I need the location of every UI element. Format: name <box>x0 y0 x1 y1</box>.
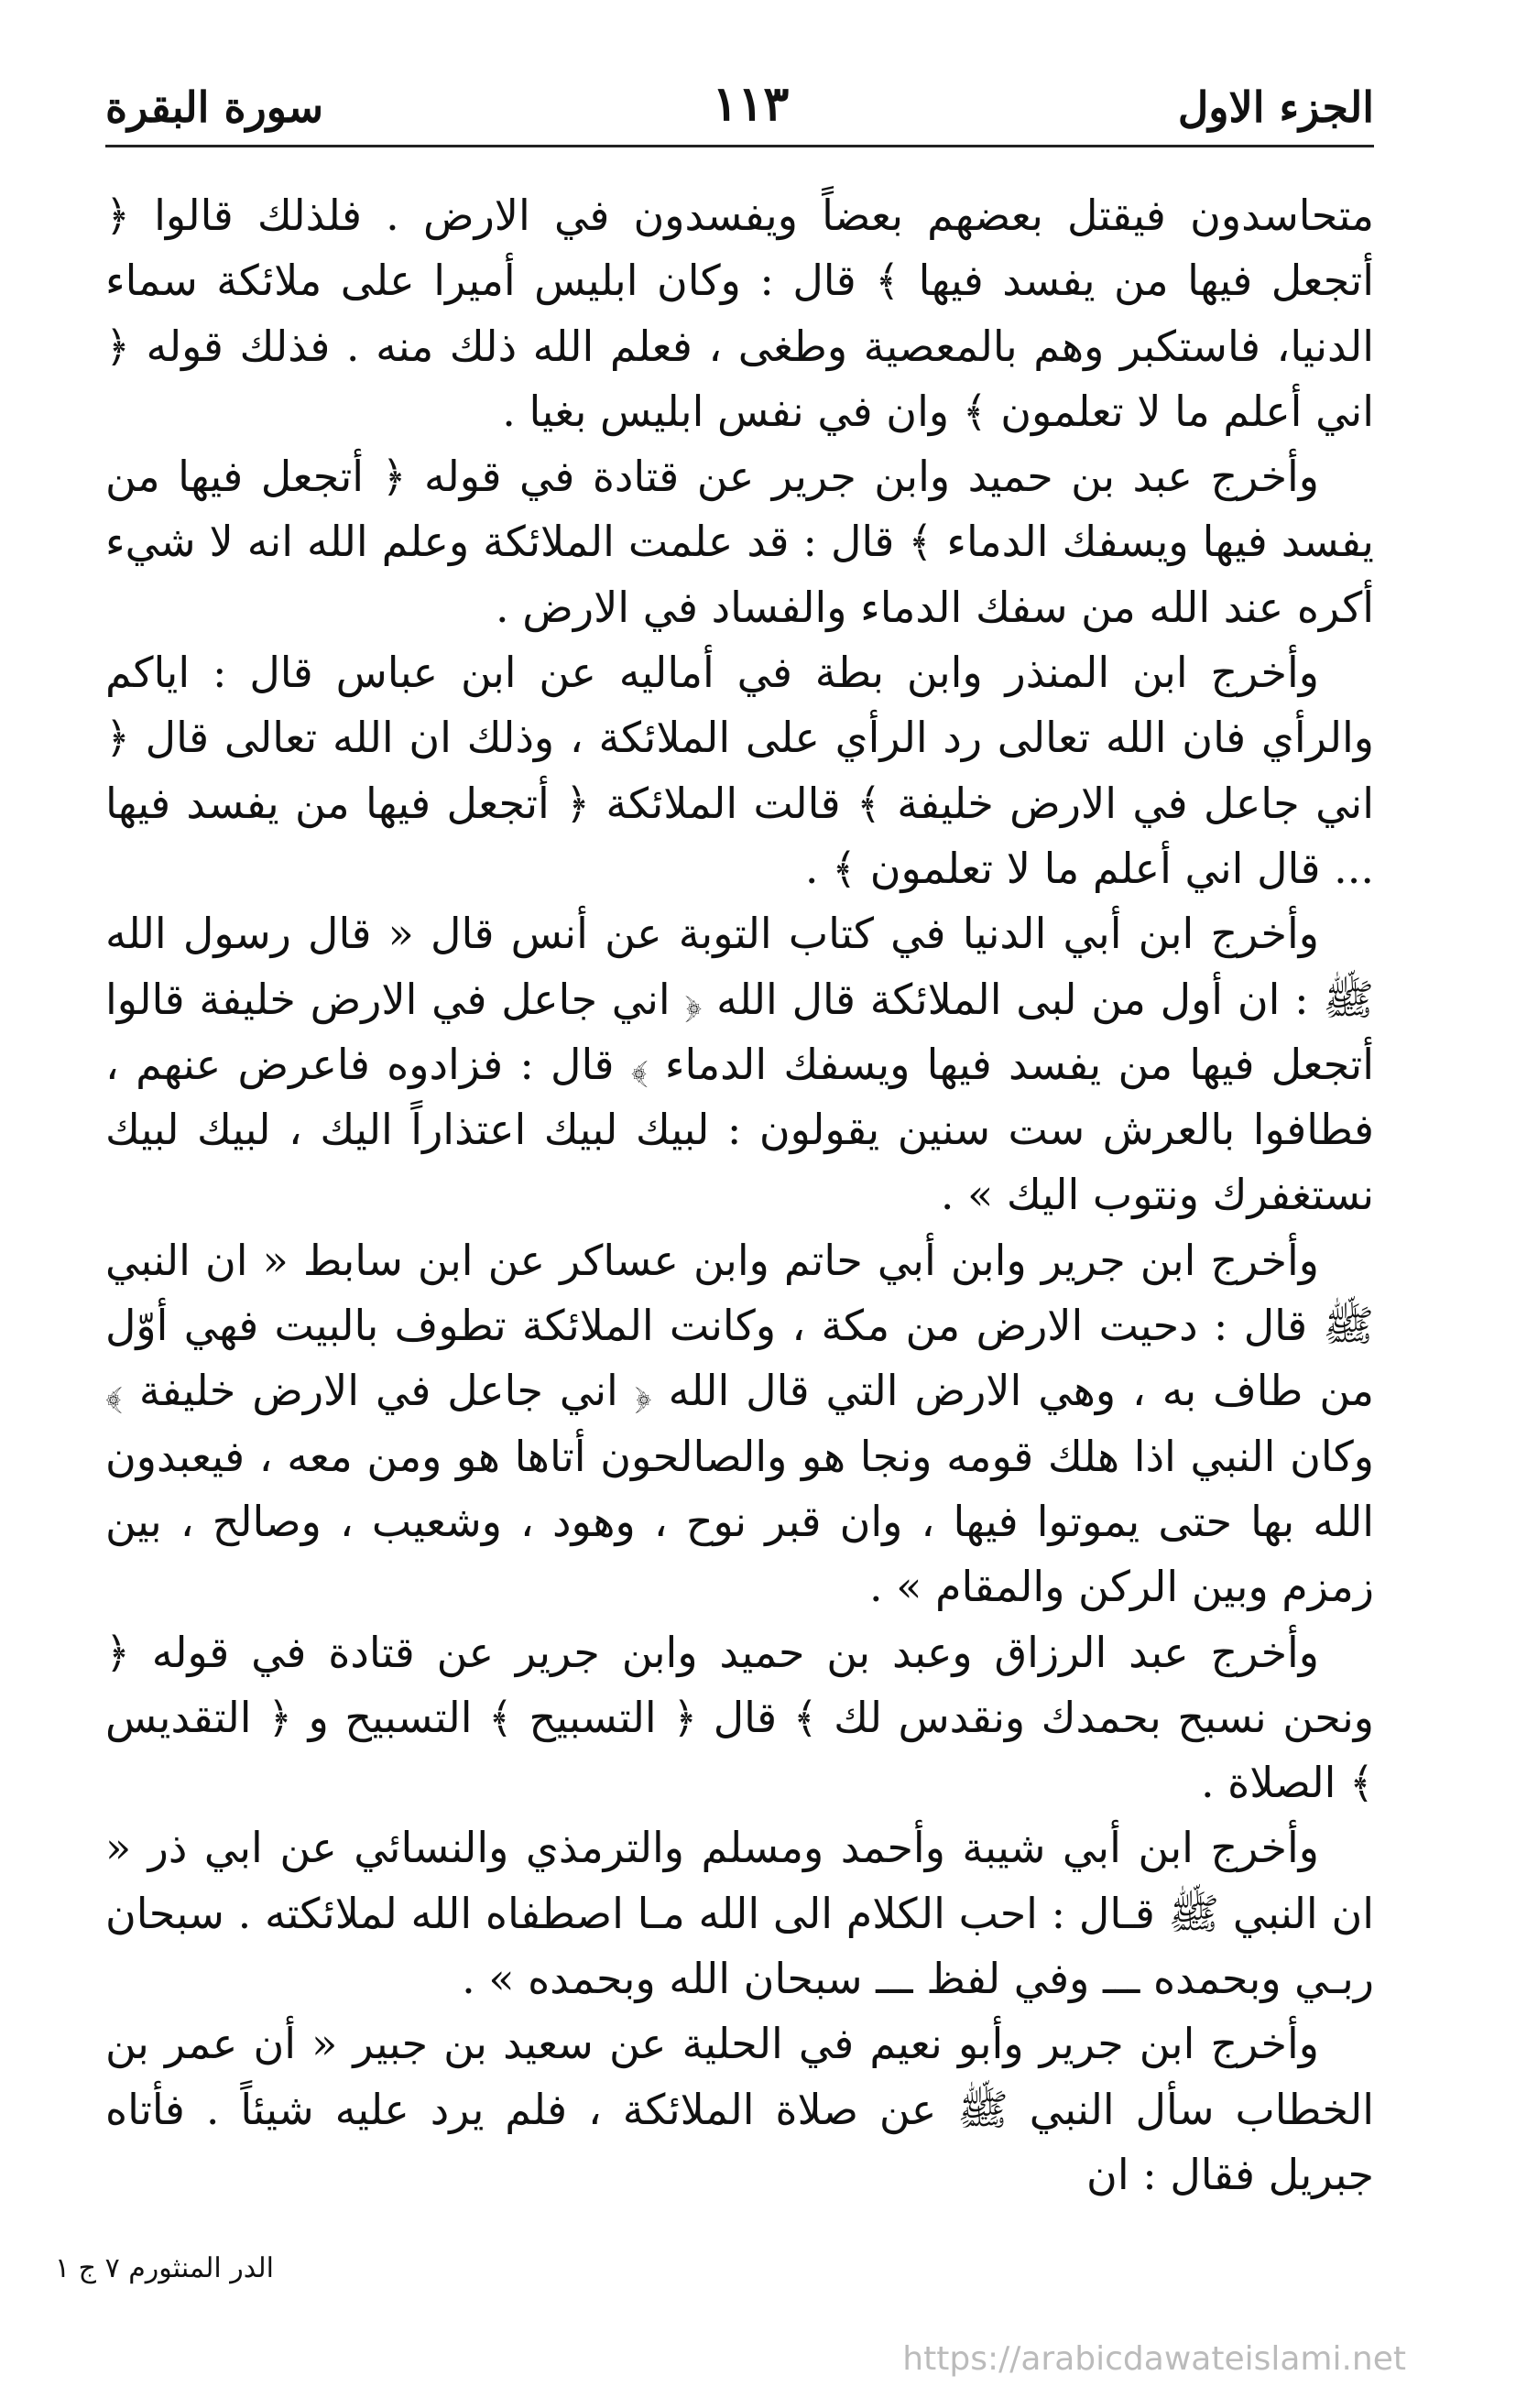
surah-title: سورة البقرة <box>105 82 324 132</box>
paragraph: متحاسدون فيقتل بعضهم بعضاً ويفسدون في الارض . فلذلك قالوا ﴿ أتجعل فيها من يفسد فيها ﴾ قال : وكان ابليس أميرا على ملائكة سماء الدنيا، فاستكبر وهم بالمعصية وطغى ، فعلم الله ذلك منه . فذلك قوله ﴿ اني أعلم ما لا تعلمون ﴾ وان في نفس ابليس بغيا . <box>105 191 1374 436</box>
paragraph: وأخرج عبد بن حميد وابن جرير عن قتادة في قوله ﴿ أتجعل فيها من يفسد فيها ويسفك الدماء ﴾ قال : قد علمت الملائكة وعلم الله انه لا شيء أكره عند الله من سفك الدماء والفساد في الارض . <box>105 452 1374 632</box>
header-rule <box>105 145 1374 147</box>
footer-signature: الدر المنثورم ٧ ج ١ <box>55 2252 274 2284</box>
page-number: ١١٣ <box>712 76 790 132</box>
paragraph: وأخرج ابن المنذر وابن بطة في أماليه عن ابن عباس قال : اياكم والرأي فان الله تعالى رد الرأي على الملائكة ، وذلك ان الله تعالى قال ﴿ اني جاعل في الارض خليفة ﴾ قالت الملائكة ﴿ أتجعل فيها من يفسد فيها ... قال اني أعلم ما لا تعلمون ﴾ . <box>105 648 1374 893</box>
paragraph: وأخرج ابن جرير وأبو نعيم في الحلية عن سعيد بن جبير « أن عمر بن الخطاب سأل النبي ﷺ عن صلاة الملائكة ، فلم يرد عليه شيئاً . فأتاه جبريل فقال : ان <box>105 2019 1374 2199</box>
page-header <box>105 37 1374 132</box>
watermark-url: https://arabicdawateislami.net <box>902 2340 1406 2378</box>
paragraph: وأخرج ابن جرير وابن أبي حاتم وابن عساكر عن ابن سابط « ان النبي ﷺ قال : دحيت الارض من مكة ، وكانت الملائكة تطوف بالبيت فهي أوّل من طاف به ، وهي الارض التي قال الله ﴿ اني جاعل في الارض خليفة ﴾ وكان النبي اذا هلك قومه ونجا هو والصالحون أتاها هو ومن معه ، فيعبدون الله بها حتى يموتوا فيها ، وان قبر نوح ، وهود ، وشعيب ، وصالح ، بين زمزم وبين الركن والمقام » . <box>105 1235 1374 1612</box>
page-body <box>105 183 1374 2207</box>
paragraph: وأخرج عبد الرزاق وعبد بن حميد وابن جرير عن قتادة في قوله ﴿ ونحن نسبح بحمدك ونقدس لك ﴾ قال ﴿ التسبيح ﴾ التسبيح و ﴿ التقديس ﴾ الصلاة . <box>105 1627 1374 1808</box>
paragraph: وأخرج ابن أبي الدنيا في كتاب التوبة عن أنس قال « قال رسول الله ﷺ : ان أول من لبى الملائكة قال الله ﴿ اني جاعل في الارض خليفة قالوا أتجعل فيها من يفسد فيها ويسفك الدماء ﴾ قال : فزادوه فاعرض عنهم ، فطافوا بالعرش ست سنين يقولون : لبيك لبيك اعتذاراً اليك ، لبيك لبيك نستغفرك ونتوب اليك » . <box>105 909 1374 1220</box>
volume-title: الجزء الاول <box>1177 82 1374 132</box>
paragraph: وأخرج ابن أبي شيبة وأحمد ومسلم والترمذي والنسائي عن ابي ذر « ان النبي ﷺ قـال : احب الكلام الى الله مـا اصطفاه الله لملائكته . سبحان ربـي وبحمده ـــ وفي لفظ ـــ سبحان الله وبحمده » . <box>105 1823 1375 2004</box>
